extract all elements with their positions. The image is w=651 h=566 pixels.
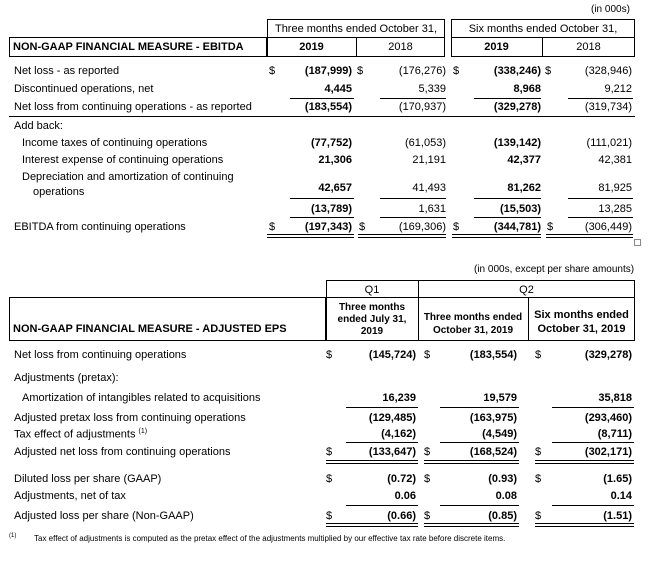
eps-row-label: Net loss from continuing operations [14, 349, 187, 361]
ebitda-year-3: 2019 [484, 41, 509, 53]
eps-cell: (0.93) [488, 473, 517, 485]
eps-row-label: Amortization of intangibles related to acquisitions [22, 392, 261, 404]
eps-cell: (1.65) [603, 473, 632, 485]
eps-cell: (168,524) [469, 446, 517, 458]
eps-cell: (129,485) [368, 412, 416, 424]
ebitda-cell: 81,262 [507, 182, 541, 194]
ebitda-cell: (176,276) [398, 65, 446, 77]
ebitda-row-label-cont: operations [33, 186, 85, 198]
currency-symbol: $ [359, 221, 366, 233]
eps-cell: (8,711) [597, 428, 632, 440]
eps-cell: 0.06 [394, 490, 416, 502]
ebitda-row-label: Interest expense of continuing operations [22, 154, 224, 166]
ebitda-year-2: 2018 [388, 41, 413, 53]
ebitda-row-label: Income taxes of continuing operations [22, 137, 208, 149]
currency-symbol: $ [545, 65, 552, 77]
eps-cell: (0.85) [488, 510, 517, 522]
ebitda-cell: (338,246) [493, 65, 541, 77]
eps-row-label: Adjusted loss per share (Non-GAAP) [14, 510, 194, 522]
eps-row-label: Adjusted net loss from continuing operations [14, 446, 231, 458]
ebitda-row-label: Net loss - as reported [14, 65, 120, 77]
currency-symbol: $ [453, 65, 460, 77]
currency-symbol: $ [424, 510, 431, 522]
ebitda-cell: (61,053) [405, 137, 446, 149]
ebitda-cell: 42,657 [318, 182, 352, 194]
ebitda-cell: (77,752) [311, 137, 352, 149]
ebitda-total-cell: (306,449) [584, 221, 632, 233]
currency-symbol: $ [326, 510, 333, 522]
ebitda-total-cell: (197,343) [304, 221, 352, 233]
ebitda-year-4: 2018 [576, 41, 601, 53]
ebitda-cell: 8,968 [513, 83, 541, 95]
ebitda-subtotal-cell: (13,789) [311, 203, 352, 215]
eps-cell: (4,549) [482, 428, 517, 440]
eps-cell: 0.08 [495, 490, 517, 502]
eps-section-label: Adjustments (pretax): [14, 372, 119, 384]
eps-cell: 0.14 [610, 490, 632, 502]
eps-q1: Q1 [364, 284, 380, 296]
eps-cell: 16,239 [382, 392, 416, 404]
footnote-ref: (1) [138, 428, 148, 435]
currency-symbol: $ [326, 349, 333, 361]
eps-col1-header: Three months ended July 31, 2019 [337, 302, 407, 337]
currency-symbol: $ [269, 65, 276, 77]
ebitda-units-note: (in 000s) [591, 4, 630, 15]
eps-col3-header: Six months ended October 31, 2019 [534, 309, 629, 335]
ebitda-period-six: Six months ended October 31, [468, 23, 618, 35]
eps-cell: (163,975) [469, 412, 517, 424]
currency-symbol: $ [535, 473, 542, 485]
ebitda-cell: (187,999) [304, 65, 352, 77]
currency-symbol: $ [424, 446, 431, 458]
eps-row-label: Tax effect of adjustments $^{(1)}$ [14, 428, 148, 441]
currency-symbol: $ [326, 473, 333, 485]
ebitda-row-label: Depreciation and amortization of continuing [22, 171, 234, 183]
ebitda-row-label: Net loss from continuing operations - as reported [14, 101, 252, 113]
ebitda-cell: 5,339 [418, 83, 446, 95]
ebitda-cell: (329,278) [493, 101, 541, 113]
currency-symbol: $ [269, 221, 276, 233]
eps-q2: Q2 [519, 284, 534, 296]
eps-col2-header: Three months ended October 31, 2019 [423, 312, 523, 336]
eps-row-label: Diluted loss per share (GAAP) [14, 473, 162, 485]
ebitda-cell: (139,142) [493, 137, 541, 149]
ebitda-cell: 9,212 [604, 83, 632, 95]
ebitda-total-cell: (344,781) [493, 221, 541, 233]
eps-cell: (302,171) [584, 446, 632, 458]
eps-cell: (1.51) [603, 510, 632, 522]
footnote-text: Tax effect of adjustments is computed as the pretax effect of the adjustments multiplied by our effective tax rate before discrete items. [34, 534, 506, 543]
currency-symbol: $ [424, 473, 431, 485]
eps-cell: (293,460) [584, 412, 632, 424]
ebitda-cell: 41,493 [412, 182, 446, 194]
ebitda-section-label: Add back: [14, 120, 63, 132]
ebitda-subtotal-cell: 13,285 [598, 203, 632, 215]
ebitda-cell: 42,377 [507, 154, 541, 166]
eps-units-note: (in 000s, except per share amounts) [474, 264, 635, 275]
eps-row-label: Adjustments, net of tax [14, 490, 126, 502]
currency-symbol: $ [453, 221, 460, 233]
ebitda-cell: (328,946) [584, 65, 632, 77]
eps-cell: (145,724) [368, 349, 416, 361]
eps-title: NON-GAAP FINANCIAL MEASURE - ADJUSTED EPS [13, 323, 287, 335]
ebitda-total-cell: (169,306) [398, 221, 446, 233]
ebitda-title: NON-GAAP FINANCIAL MEASURE - EBITDA [13, 41, 244, 53]
table-resize-handle[interactable] [634, 239, 641, 246]
eps-cell: (0.72) [387, 473, 416, 485]
ebitda-cell: (183,554) [304, 101, 352, 113]
ebitda-cell: 21,306 [318, 154, 352, 166]
ebitda-subtotal-cell: 1,631 [418, 203, 446, 215]
ebitda-cell: 42,381 [598, 154, 632, 166]
eps-cell: (183,554) [469, 349, 517, 361]
eps-cell: (329,278) [584, 349, 632, 361]
eps-cell: (133,647) [368, 446, 416, 458]
ebitda-total-label: EBITDA from continuing operations [14, 221, 186, 233]
currency-symbol: $ [535, 349, 542, 361]
currency-symbol: $ [357, 65, 364, 77]
footnote-marker: (1) [9, 533, 17, 539]
eps-cell: (4,162) [381, 428, 416, 440]
currency-symbol: $ [547, 221, 554, 233]
ebitda-row-label: Discontinued operations, net [14, 83, 154, 95]
eps-cell: (0.66) [387, 510, 416, 522]
currency-symbol: $ [326, 446, 333, 458]
eps-row-label: Adjusted pretax loss from continuing operations [14, 412, 246, 424]
currency-symbol: $ [535, 446, 542, 458]
ebitda-cell: (170,937) [398, 101, 446, 113]
ebitda-cell: (111,021) [586, 137, 632, 149]
currency-symbol: $ [424, 349, 431, 361]
ebitda-cell: 21,191 [412, 154, 446, 166]
eps-cell: 19,579 [483, 392, 517, 404]
ebitda-year-1: 2019 [299, 41, 324, 53]
ebitda-period-three: Three months ended October 31, [274, 23, 438, 35]
ebitda-subtotal-cell: (15,503) [500, 203, 541, 215]
currency-symbol: $ [535, 510, 542, 522]
ebitda-cell: 81,925 [598, 182, 632, 194]
ebitda-cell: (319,734) [584, 101, 632, 113]
eps-cell: 35,818 [598, 392, 632, 404]
ebitda-cell: 4,445 [324, 83, 352, 95]
